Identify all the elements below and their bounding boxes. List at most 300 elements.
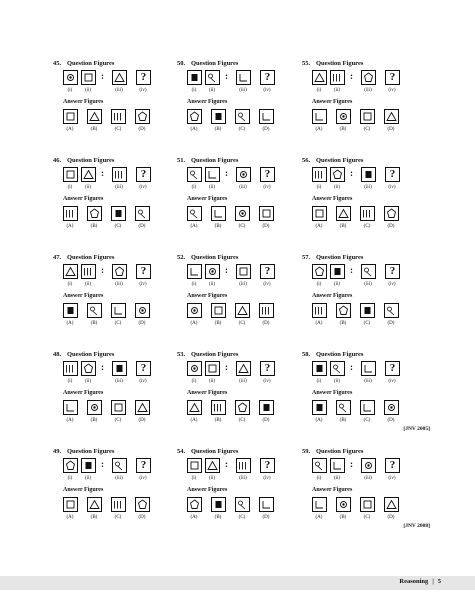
question-mark-box [260, 458, 275, 473]
figure-drawing [188, 207, 201, 220]
question-figure [236, 361, 251, 376]
figure-drawing [313, 459, 326, 472]
answer-option-figure[interactable] [312, 400, 327, 415]
answer-option-label: (C) [238, 515, 246, 520]
question-figure-label: (i) [191, 379, 197, 384]
question-labels [187, 379, 305, 386]
answer-option-figure[interactable] [259, 206, 274, 221]
answer-option-figure[interactable] [384, 109, 399, 124]
answer-option-label: (C) [363, 321, 371, 326]
answer-option-figure[interactable] [360, 109, 375, 124]
answer-option-label: (C) [238, 224, 246, 229]
answer-option-figure[interactable] [312, 109, 327, 124]
figure-drawing [236, 304, 249, 317]
question-figure-label: (i) [316, 88, 322, 93]
answer-option-figure[interactable] [187, 109, 202, 124]
question-figure [312, 264, 327, 279]
answer-option-figure[interactable] [63, 400, 78, 415]
answer-option-figure[interactable] [211, 206, 226, 221]
answer-option-figure[interactable] [63, 109, 78, 124]
figure-drawing [313, 304, 326, 317]
answer-option-label: (C) [114, 418, 122, 423]
question-figures-heading: Question Figures [316, 448, 364, 455]
question-mark: ? [140, 265, 147, 277]
question-figure-label: (ii) [208, 88, 216, 93]
footer-separator: | [432, 578, 434, 585]
figure-drawing [64, 168, 77, 181]
question-block [177, 157, 305, 247]
figure-drawing [82, 362, 95, 375]
answer-figures-heading: Answer Figures [312, 99, 353, 105]
figure-separator-colon: : [101, 459, 104, 469]
answer-option-figure[interactable] [211, 497, 226, 512]
question-number: 53. [177, 351, 186, 358]
question-figure-label: (iv) [263, 379, 271, 384]
figure-drawing [237, 459, 250, 472]
figure-separator-colon: : [101, 71, 104, 81]
question-figures-heading: Question Figures [316, 254, 364, 261]
figure-separator-colon: : [350, 168, 353, 178]
question-block [53, 60, 181, 150]
question-heading [302, 60, 363, 67]
question-number: 57. [302, 254, 311, 261]
figure-drawing [64, 71, 77, 84]
answer-figures-heading: Answer Figures [63, 99, 104, 105]
answer-labels [63, 515, 181, 522]
question-block [302, 60, 430, 150]
answer-figure-row [187, 497, 305, 512]
answer-option-figure[interactable] [235, 400, 250, 415]
question-figure [81, 458, 96, 473]
question-number: 58. [302, 351, 311, 358]
answer-option-figure[interactable] [135, 109, 150, 124]
question-figures-heading: Question Figures [67, 448, 115, 455]
answer-option-figure[interactable] [336, 303, 351, 318]
question-figures-heading: Question Figures [67, 254, 115, 261]
answer-option-figure[interactable] [336, 206, 351, 221]
question-figure [330, 70, 345, 85]
question-figure [112, 458, 127, 473]
question-mark: ? [264, 265, 271, 277]
question-mark-box [136, 458, 151, 473]
answer-option-label: (C) [238, 418, 246, 423]
question-figure-label: (iv) [388, 476, 396, 481]
answer-option-figure[interactable] [87, 303, 102, 318]
figure-drawing [337, 110, 350, 123]
question-figure [361, 458, 376, 473]
question-figure-label: (iii) [115, 282, 123, 287]
question-figure [205, 458, 220, 473]
answer-option-figure[interactable] [87, 400, 102, 415]
question-figure-label: (iv) [388, 185, 396, 190]
answer-option-label: (D) [138, 321, 146, 326]
question-heading [53, 448, 114, 455]
answer-option-figure[interactable] [135, 303, 150, 318]
question-figure-label: (ii) [208, 185, 216, 190]
question-figure [187, 361, 202, 376]
answer-option-figure[interactable] [135, 497, 150, 512]
answer-labels [187, 127, 305, 134]
figure-drawing [361, 498, 374, 511]
answer-option-label: (B) [90, 418, 98, 423]
question-figure [312, 70, 327, 85]
figure-drawing [212, 401, 225, 414]
question-figure-label: (ii) [208, 379, 216, 384]
question-figure-label: (ii) [333, 282, 341, 287]
answer-option-figure[interactable] [259, 497, 274, 512]
question-number: 46. [53, 157, 62, 164]
question-figure-label: (i) [316, 185, 322, 190]
question-figures-heading: Question Figures [191, 351, 239, 358]
answer-option-figure[interactable] [187, 303, 202, 318]
answer-figure-row [187, 206, 305, 221]
answer-option-label: (C) [114, 224, 122, 229]
page-footer [0, 576, 475, 590]
figure-drawing [236, 401, 249, 414]
question-block [177, 60, 305, 150]
answer-option-figure[interactable] [259, 303, 274, 318]
question-figure-label: (iii) [364, 476, 372, 481]
answer-option-figure[interactable] [135, 206, 150, 221]
question-figure-label: (ii) [208, 282, 216, 287]
answer-option-figure[interactable] [111, 109, 126, 124]
answer-option-figure[interactable] [111, 206, 126, 221]
question-figure [81, 361, 96, 376]
answer-figure-row [187, 400, 305, 415]
figure-drawing [237, 265, 250, 278]
answer-option-figure[interactable] [187, 497, 202, 512]
answer-option-label: (D) [387, 515, 395, 520]
question-mark-box [260, 264, 275, 279]
answer-option-figure[interactable] [87, 109, 102, 124]
question-labels [63, 88, 181, 95]
question-heading [53, 60, 114, 67]
answer-option-figure[interactable] [259, 109, 274, 124]
figure-drawing [88, 498, 101, 511]
figure-drawing [64, 362, 77, 375]
question-figure-label: (i) [67, 379, 73, 384]
question-number: 56. [302, 157, 311, 164]
question-figure [81, 167, 96, 182]
figure-separator-colon: : [101, 265, 104, 275]
question-mark-box [385, 458, 400, 473]
answer-figures-heading: Answer Figures [187, 99, 228, 105]
figure-drawing [136, 207, 149, 220]
answer-option-label: (B) [214, 224, 222, 229]
figure-drawing [361, 207, 374, 220]
question-number: 55. [302, 60, 311, 67]
answer-labels [187, 418, 305, 425]
answer-option-figure[interactable] [211, 400, 226, 415]
answer-option-figure[interactable] [360, 303, 375, 318]
figure-drawing [112, 207, 125, 220]
question-heading [53, 351, 114, 358]
answer-figures-heading: Answer Figures [187, 196, 228, 202]
question-number: 45. [53, 60, 62, 67]
answer-option-figure[interactable] [235, 497, 250, 512]
answer-option-label: (A) [315, 418, 323, 423]
answer-option-label: (D) [262, 127, 270, 132]
answer-option-figure[interactable] [360, 206, 375, 221]
figure-drawing [136, 401, 149, 414]
question-mark-box [385, 70, 400, 85]
answer-option-figure[interactable] [360, 400, 375, 415]
answer-option-figure[interactable] [259, 400, 274, 415]
answer-figure-row [63, 206, 181, 221]
answer-option-label: (A) [66, 224, 74, 229]
figure-drawing [236, 110, 249, 123]
answer-option-label: (A) [190, 224, 198, 229]
question-mark: ? [264, 168, 271, 180]
answer-figure-row [63, 303, 181, 318]
answer-option-figure[interactable] [63, 497, 78, 512]
question-figures-heading: Question Figures [67, 351, 115, 358]
answer-option-label: (B) [90, 224, 98, 229]
figure-drawing [260, 401, 273, 414]
answer-option-label: (B) [90, 127, 98, 132]
question-heading [177, 60, 238, 67]
question-labels [187, 185, 305, 192]
answer-option-label: (A) [66, 515, 74, 520]
answer-option-figure[interactable] [312, 497, 327, 512]
question-figure-label: (ii) [208, 476, 216, 481]
question-figure [361, 167, 376, 182]
answer-option-figure[interactable] [63, 206, 78, 221]
figure-drawing [260, 110, 273, 123]
question-mark-box [260, 167, 275, 182]
question-labels [63, 476, 181, 483]
answer-labels [312, 127, 430, 134]
answer-figures-heading: Answer Figures [312, 196, 353, 202]
question-labels [187, 88, 305, 95]
question-figures-heading: Question Figures [316, 60, 364, 67]
answer-option-figure[interactable] [235, 206, 250, 221]
answer-figure-row [63, 400, 181, 415]
answer-option-label: (A) [315, 127, 323, 132]
figure-drawing [188, 304, 201, 317]
question-mark: ? [389, 459, 396, 471]
figure-drawing [64, 498, 77, 511]
question-heading [53, 157, 114, 164]
answer-labels [63, 127, 181, 134]
figure-separator-colon: : [101, 362, 104, 372]
figure-drawing [331, 459, 344, 472]
question-labels [312, 282, 430, 289]
figure-drawing [385, 207, 398, 220]
answer-figures-heading: Answer Figures [63, 487, 104, 493]
question-block [53, 351, 181, 441]
figure-drawing [260, 304, 273, 317]
answer-figure-row [187, 109, 305, 124]
answer-option-figure[interactable] [336, 109, 351, 124]
question-figure-label: (ii) [84, 379, 92, 384]
answer-option-figure[interactable] [87, 497, 102, 512]
question-figure-label: (ii) [84, 185, 92, 190]
question-figure-label: (iv) [263, 282, 271, 287]
question-figure [187, 70, 202, 85]
answer-option-figure[interactable] [111, 400, 126, 415]
answer-option-figure[interactable] [235, 303, 250, 318]
figure-drawing [313, 265, 326, 278]
figure-drawing [188, 168, 201, 181]
answer-option-label: (B) [214, 127, 222, 132]
figure-drawing [362, 168, 375, 181]
question-labels [312, 88, 430, 95]
question-figure-row [312, 167, 430, 182]
answer-option-label: (D) [387, 321, 395, 326]
question-figure-label: (i) [67, 476, 73, 481]
answer-figure-row [63, 109, 181, 124]
figure-drawing [362, 265, 375, 278]
figure-drawing [64, 401, 77, 414]
question-figure-label: (iv) [263, 476, 271, 481]
answer-option-figure[interactable] [360, 497, 375, 512]
question-figure [187, 264, 202, 279]
question-figure-row [63, 264, 181, 279]
figure-drawing [362, 71, 375, 84]
answer-option-figure[interactable] [187, 400, 202, 415]
answer-option-label: (A) [66, 418, 74, 423]
answer-option-label: (B) [214, 418, 222, 423]
answer-option-figure[interactable] [211, 303, 226, 318]
answer-option-label: (D) [387, 127, 395, 132]
question-figure [63, 167, 78, 182]
question-figure-label: (iii) [239, 88, 247, 93]
answer-option-figure[interactable] [384, 206, 399, 221]
question-figure-label: (ii) [333, 88, 341, 93]
question-figures-heading: Question Figures [191, 60, 239, 67]
figure-drawing [82, 459, 95, 472]
question-figure-label: (iii) [115, 476, 123, 481]
question-mark: ? [264, 71, 271, 83]
question-mark: ? [389, 265, 396, 277]
answer-option-figure[interactable] [111, 303, 126, 318]
answer-option-label: (C) [114, 127, 122, 132]
answer-figure-row [312, 303, 430, 318]
figure-drawing [88, 207, 101, 220]
question-figure-label: (iii) [115, 88, 123, 93]
question-figure-label: (iii) [239, 476, 247, 481]
answer-labels [187, 515, 305, 522]
question-figure-label: (ii) [84, 476, 92, 481]
question-figure-label: (i) [67, 88, 73, 93]
question-number: 50. [177, 60, 186, 67]
question-mark: ? [389, 168, 396, 180]
answer-option-figure[interactable] [384, 303, 399, 318]
answer-option-figure[interactable] [312, 303, 327, 318]
figure-drawing [237, 71, 250, 84]
answer-labels [63, 418, 181, 425]
figure-drawing [236, 207, 249, 220]
figure-drawing [112, 304, 125, 317]
answer-option-figure[interactable] [384, 400, 399, 415]
question-figure [330, 167, 345, 182]
figure-drawing [112, 498, 125, 511]
figure-drawing [64, 110, 77, 123]
figure-drawing [337, 498, 350, 511]
figure-drawing [206, 265, 219, 278]
question-figure [63, 458, 78, 473]
question-figure-label: (i) [316, 476, 322, 481]
answer-option-figure[interactable] [135, 400, 150, 415]
answer-option-label: (A) [66, 127, 74, 132]
question-figures-heading: Question Figures [191, 157, 239, 164]
question-figure [81, 264, 96, 279]
answer-option-figure[interactable] [111, 497, 126, 512]
figure-separator-colon: : [350, 265, 353, 275]
figure-separator-colon: : [225, 265, 228, 275]
answer-option-label: (C) [363, 224, 371, 229]
question-figure-row [312, 264, 430, 279]
question-figure [330, 361, 345, 376]
answer-option-label: (D) [138, 127, 146, 132]
question-figure-label: (ii) [84, 282, 92, 287]
figure-drawing [188, 110, 201, 123]
question-figure-row [312, 70, 430, 85]
figure-separator-colon: : [225, 168, 228, 178]
answer-option-figure[interactable] [336, 497, 351, 512]
figure-drawing [361, 304, 374, 317]
answer-option-label: (D) [138, 224, 146, 229]
question-figure-label: (iv) [388, 88, 396, 93]
question-figure-label: (iv) [263, 185, 271, 190]
answer-option-figure[interactable] [187, 206, 202, 221]
answer-option-label: (D) [262, 515, 270, 520]
answer-labels [187, 224, 305, 231]
question-figure [187, 167, 202, 182]
figure-drawing [337, 401, 350, 414]
answer-option-figure[interactable] [235, 109, 250, 124]
question-block [302, 351, 430, 441]
question-figure-label: (ii) [333, 476, 341, 481]
answer-labels [312, 418, 430, 425]
answer-figure-row [63, 497, 181, 512]
answer-option-figure[interactable] [336, 400, 351, 415]
question-heading [177, 157, 238, 164]
question-block [53, 448, 181, 538]
question-figure-label: (iii) [239, 379, 247, 384]
question-heading [177, 448, 238, 455]
answer-option-figure[interactable] [87, 206, 102, 221]
question-labels [187, 476, 305, 483]
answer-option-figure[interactable] [211, 109, 226, 124]
question-figure [112, 264, 127, 279]
question-figure-label: (i) [191, 185, 197, 190]
figure-drawing [237, 168, 250, 181]
question-figure-row [63, 361, 181, 376]
figure-drawing [112, 110, 125, 123]
answer-figures-heading: Answer Figures [312, 390, 353, 396]
answer-option-figure[interactable] [312, 206, 327, 221]
figure-drawing [313, 110, 326, 123]
figure-drawing [212, 207, 225, 220]
question-number: 52. [177, 254, 186, 261]
answer-option-label: (D) [387, 224, 395, 229]
answer-option-label: (D) [262, 321, 270, 326]
figure-separator-colon: : [350, 459, 353, 469]
question-mark: ? [140, 71, 147, 83]
answer-labels [312, 321, 430, 328]
figure-drawing [236, 498, 249, 511]
figure-drawing [82, 265, 95, 278]
answer-option-figure[interactable] [384, 497, 399, 512]
figure-drawing [82, 168, 95, 181]
answer-option-label: (A) [66, 321, 74, 326]
question-figure-label: (iii) [239, 282, 247, 287]
answer-labels [63, 224, 181, 231]
answer-option-figure[interactable] [63, 303, 78, 318]
question-figure-label: (iv) [139, 476, 147, 481]
